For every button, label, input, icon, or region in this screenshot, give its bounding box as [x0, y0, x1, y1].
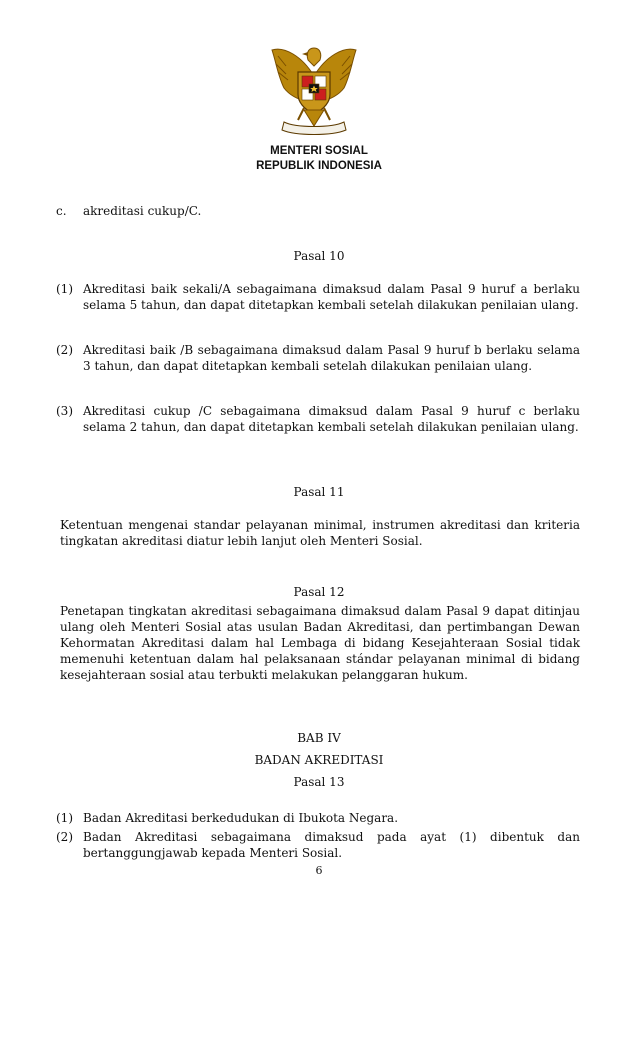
item-number: (3) — [56, 404, 73, 418]
list-item-text: akreditasi cukup/C. — [83, 204, 202, 218]
bab-4-subtitle: BADAN AKREDITASI — [254, 753, 384, 767]
pasal-10-item-3 — [56, 403, 580, 435]
item-number: (1) — [56, 282, 73, 296]
pasal-12-title: Pasal 12 — [293, 585, 345, 599]
pasal-11-text: Ketentuan mengenai standar pelayanan minimal, instrumen akreditasi dan kriteria tingkatan akreditasi diatur lebih lanjut oleh Menteri Sosial. — [60, 518, 580, 548]
item-text: Akreditasi baik /B sebagaimana dimaksud dalam Pasal 9 huruf b berlaku selama 3 tahun, dan dapat ditetapkan kembali setelah dilakukan penilaian ulang. — [83, 343, 580, 373]
item-text: Akreditasi cukup /C sebagaimana dimaksud dalam Pasal 9 huruf c berlaku selama 2 tahun, dan dapat ditetapkan kembali setelah dilakukan penilaian ulang. — [83, 404, 580, 434]
header-title-line1: MENTERI SOSIAL — [270, 145, 368, 157]
list-marker: c. — [56, 204, 67, 218]
page-number: 6 — [315, 864, 323, 877]
pasal-13-item-1 — [56, 810, 580, 826]
pasal-13-item-2 — [56, 829, 580, 861]
list-item-c — [56, 203, 580, 219]
header-title-line2: REPUBLIK INDONESIA — [256, 160, 382, 172]
pasal-10-item-1 — [56, 281, 580, 313]
bab-4-title: BAB IV — [297, 731, 341, 745]
item-text: Badan Akreditasi berkedudukan di Ibukota Negara. — [83, 811, 399, 825]
item-number: (2) — [56, 343, 73, 357]
pasal-13-title: Pasal 13 — [293, 775, 345, 789]
item-text: Badan Akreditasi sebagaimana dimaksud pada ayat (1) dibentuk dan bertanggungjawab kepada Menteri Sosial. — [83, 830, 580, 860]
garuda-emblem-icon — [264, 36, 364, 140]
item-number: (1) — [56, 811, 73, 825]
pasal-10-item-2 — [56, 342, 580, 374]
pasal-10-title: Pasal 10 — [293, 249, 345, 263]
item-text: Akreditasi baik sekali/A sebagaimana dimaksud dalam Pasal 9 huruf a berlaku selama 5 tahun, dan dapat ditetapkan kembali setelah dilakukan penilaian ulang. — [83, 282, 580, 312]
item-number: (2) — [56, 830, 73, 844]
pasal-12-text: Penetapan tingkatan akreditasi sebagaimana dimaksud dalam Pasal 9 dapat ditinjau ulang oleh Menteri Sosial atas usulan Badan Akreditasi, dan pertimbangan Dewan Kehormatan Akreditasi dalam hal Lembaga di bidang Kesejahteraan Sosial tidak memenuhi ketentuan dalam hal pelaksanaan stándar pelayanan minimal di bidang kesejahteraan sosial atau terbukti melakukan pelanggaran hukum. — [60, 604, 580, 682]
pasal-11-title: Pasal 11 — [293, 485, 345, 499]
